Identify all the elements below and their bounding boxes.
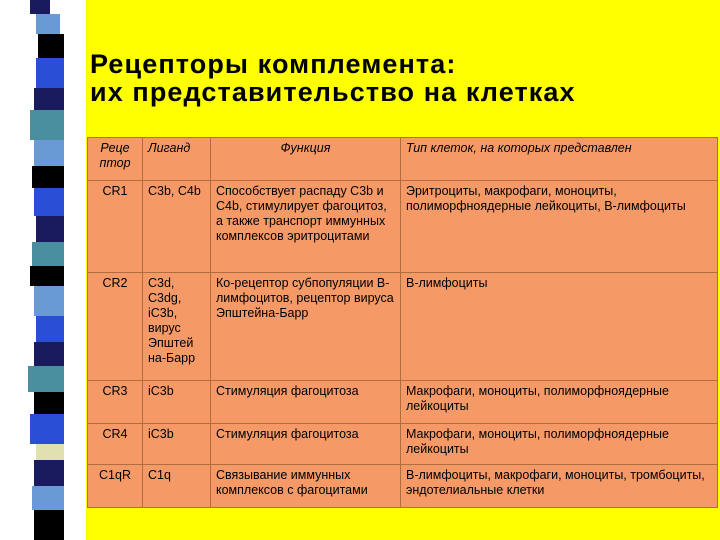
cell-function: Связывание иммунных комплексов с фагоцитами: [211, 465, 401, 508]
cell-ligand: C1q: [143, 465, 211, 508]
title-line-1: Рецепторы комплемента:: [90, 49, 457, 79]
title-line-2: их представительство на клетках: [90, 77, 576, 107]
cell-ligand: C3d, C3dg, iC3b, вирус Эпштей на-Барр: [143, 273, 211, 381]
cell-cells: Эритроциты, макрофаги, моноциты, полиморфноядерные лейкоциты, В-лимфоциты: [401, 181, 718, 273]
cell-function: Стимуляция фагоцитоза: [211, 424, 401, 465]
table-row: [88, 181, 718, 273]
cell-receptor: CR4: [88, 424, 143, 465]
receptor-table: [87, 137, 718, 508]
cell-receptor: CR3: [88, 381, 143, 424]
cell-ligand: iC3b: [143, 424, 211, 465]
cell-ligand: iC3b: [143, 381, 211, 424]
table-row: [88, 381, 718, 424]
cell-receptor: CR2: [88, 273, 143, 381]
cell-function: Способствует распаду C3b и C4b, стимулирует фагоцитоз, а также транспорт иммунных комплексов эритроцитами: [211, 181, 401, 273]
header-receptor: Реце птор: [88, 138, 143, 181]
slide: [86, 0, 720, 540]
slide-title: [90, 50, 710, 106]
cell-cells: Макрофаги, моноциты, полиморфноядерные лейкоциты: [401, 381, 718, 424]
table-row: [88, 465, 718, 508]
table-header-row: [88, 138, 718, 181]
cell-ligand: C3b, C4b: [143, 181, 211, 273]
cell-function: Ко-рецептор субпопуляции В-лимфоцитов, рецептор вируса Эпштейна-Барр: [211, 273, 401, 381]
cell-function: Стимуляция фагоцитоза: [211, 381, 401, 424]
decorative-stripe: [0, 0, 86, 540]
cell-receptor: C1qR: [88, 465, 143, 508]
cell-cells: В-лимфоциты, макрофаги, моноциты, тромбоциты, эндотелиальные клетки: [401, 465, 718, 508]
cell-cells: Макрофаги, моноциты, полиморфноядерные лейкоциты: [401, 424, 718, 465]
cell-cells: В-лимфоциты: [401, 273, 718, 381]
header-function: Функция: [211, 138, 401, 181]
cell-receptor: CR1: [88, 181, 143, 273]
header-cells: Тип клеток, на которых представлен: [401, 138, 718, 181]
table-row: [88, 273, 718, 381]
table-row: [88, 424, 718, 465]
header-ligand: Лиганд: [143, 138, 211, 181]
